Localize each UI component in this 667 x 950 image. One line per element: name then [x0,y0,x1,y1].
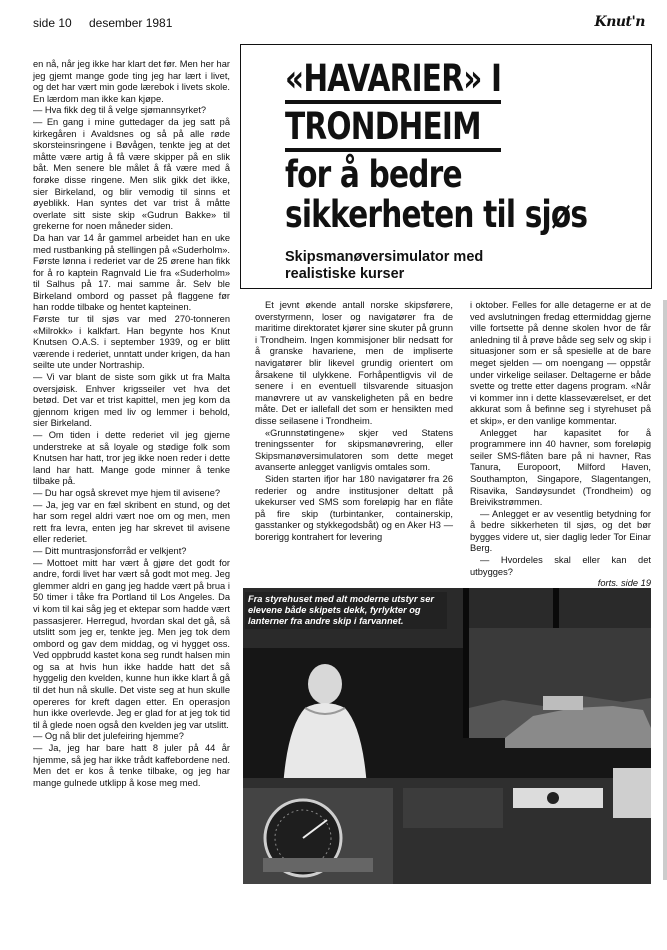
paragraph: — Og nå blir det julefeiring hjemme? [33,731,184,742]
headline-line-1: «HAVARIER» I [285,59,501,104]
headline-line-3: for å bedre [285,153,462,196]
paragraph: i oktober. Felles for alle detagerne er at de ved avslutningen fredag ettermiddag gjerne ville fortsette på denne skolen hvor de får anledning til å prøve både seg selv og skip i situasjoner som er så spesielle at de bare meget sjelden — om noengang — oppstår under virkelige seilaser. Deltagerne er både svette og trette etter dagens program. «Når vi kommer inn i dette klasseværelset, er det akkurat som å befinne seg i styrehuset på et skip», er den vanlige kommentar. [470,300,651,426]
column-middle [255,300,453,543]
paragraph: — Mottoet mitt har vært å gjøre det godt for andre, fordi livet har vært så godt mot meg. Jeg glemmer aldri en gang jeg hadde vært på brua i 50 timer i tåke fra Portland til Los Angeles. Da vi kom til kai såg jeg et ektepar som hadde vært passasjerer. Herregud, hvordan skal det gå, så utslitt som jeg er, tenkte jeg. Men jeg tok dem ombord og gav dem middag, og vi hygget oss. Ved oppbrudd kastet kona seg rundt halsen min og sa at hvis hun ikke hadde hatt det så hyggelig den kvelden, kunne hun ikke klart å gå til det hun nå skulle. Det viste seg at hun skulle opereres for kreft dagen etter. En operasjon hun ikke overlevde. Jeg er glad for at jeg tok tid til å glede noen også den kvelden jeg var utslitt. [33,557,230,730]
paragraph: Et jevnt økende antall norske skipsførere, overstyrmenn, loser og navigatører fra de maritime direktoratet kjører sine skuter på grunn i Trondheim. Ingen kommisjoner blir nedsatt for å granske havariene, men de impliserte navigatører blir likevel grundig orientert om årsakene til ulykkene. Forhåpentligvis vil de senere i en eventuell tilsvarende situasjon manøvrere ut av vanskeligheten på en bedre måte. Det er iallefall det som er hensikten med disse seilasene i Trondheim. [255,300,453,426]
page-edge-shadow [663,300,667,880]
photo-caption: Fra styrehuset med alt moderne utstyr ser elevene både skipets dekk, fyrlykter og lanterner fra andre skip i farvannet. [245,592,447,629]
issue-date: desember 1981 [89,16,173,30]
paragraph: Da han var 14 år gammel arbeidet han en uke med rustbanking på stellingen på «Suderholm». Første lønna i rederiet var de 25 ørene han fikk for å ro kaptein Ragnvald Lie fra «Suderholm» til Salhus på 17. mai samme år. Selv ble Birkeland ombord og passet på flaggene før han rodde tilbake og hentet kapteinen. [33,232,230,313]
paragraph: Anlegget har kapasitet for å programmere inn 40 havner, som foreløpig seiler SMS-flåten bare på ni havner, Ras Tanura, Europoort, Milford Haven, Southampton, Singapore, Slagentangen, Risavika, Sandøysundet (Trondheim) og Breivikstrømmen. [470,427,651,508]
paragraph: — Hvordeles skal eller kan det utbygges? [470,555,651,577]
paragraph: — Ditt muntrasjonsforråd er velkjent? [33,545,187,556]
paragraph: — Om tiden i dette rederiet vil jeg gjerne understreke at så loyale og stødige folk som Knutsen har hatt, tror jeg ikke noen reder i dette land har hatt. Mange gode minner å tenke tilbake på. [33,430,230,487]
page-header [33,14,645,36]
continued-note: forts. side 19 [597,578,651,589]
paragraph: Første tur til sjøs var med 270-tonneren «Milrokk» i kalkfart. Han begynte hos Knut Knutsen O.A.S. i september 1939, og er blitt værende i rederiet, unntatt under krigen, da han seilte ute under Nortraship. [33,314,230,371]
subheadline: Skipsmanøversimulator med realistiske kurser [285,249,484,282]
paragraph: — Ja, jeg var en fæl skribent en stund, og det har som regel aldri vært noe om og men, men rett fra levra, enten jeg har skrevet til avisene eller rederiet. [33,499,230,545]
paragraph: Siden starten ifjor har 180 navigatører fra 26 rederier og andre institusjoner deltatt på ukekurser ved SMS som foreløpig har en flåte på fire skip (turbintanker, containerskip, gasstanker og stykkegodsbåt) og en Aker H3 — borerigg kontrahert for levering [255,473,453,542]
paragraph: en nå, når jeg ikke har klart det før. Men her har jeg gjemt mange gode ting jeg har lært i livet, og det har vært min gode lærebok i livets skole. En lærdom man ikke kan kjøpe. [33,59,230,104]
photo-illustration [243,588,651,884]
simulator-photo [243,588,651,884]
magazine-logo: Knut'n [594,14,645,30]
headline-line-4: sikkerheten til sjøs [285,193,588,236]
column-right [470,300,651,590]
headline-main [285,59,501,152]
headline-secondary [285,155,587,235]
paragraph: — Vi var blant de siste som gikk ut fra Malta oversjøisk. Enhver krigsseiler vet hva det betød. Det var et trist kapittel, men jeg kom da gjennom krigen med liv og lemmer i behold, sier Birkeland. [33,372,230,429]
paragraph: — Ja, jeg har bare hatt 8 juler på 44 år hjemme, så jeg har ikke trådt kaffebordene ned. Men det er kos å tenke tilbake, og jeg har mange gulnede utklipp å kose meg med. [33,743,230,788]
headline-line-2: TRONDHEIM [285,104,501,152]
page-number: side 10 [33,16,72,30]
paragraph: — En gang i mine guttedager da jeg satt på kirkegåren i Avaldsnes og så på alle røde skorsteinsringene i Bøvågen, tenkte jeg at det måtte være artig å få være skipper på en slik båt. Men senere ble målet å få være med å forøke disse ringene. Men slik gikk det ikke, sier Birkeland, og blir vemodig til sinns et øyeblikk. Han syntes det var trist å måtte overlate sitt siste skip «Gudrun Bakke» til grekerne for noen måneder siden. [33,116,230,232]
paragraph: — Anlegget er av vesentlig betydning for å bedre sikkerheten til sjøs, og det bør bygges videre ut, sier daglig leder Tor Einar Berg. [470,508,651,554]
paragraph: — Du har også skrevet mye hjem til avisene? [33,487,221,498]
headline-box [240,44,652,289]
column-left [33,59,230,789]
paragraph: — Hva fikk deg til å velge sjømannsyrket? [33,105,207,116]
paragraph: «Grunnstøtingene» skjer ved Statens treningssenter for skipsmanøvrering, eller Skipsmanøversimulatoren som dette meget avanserte anlegget vanligvis omtales som. [255,427,453,473]
